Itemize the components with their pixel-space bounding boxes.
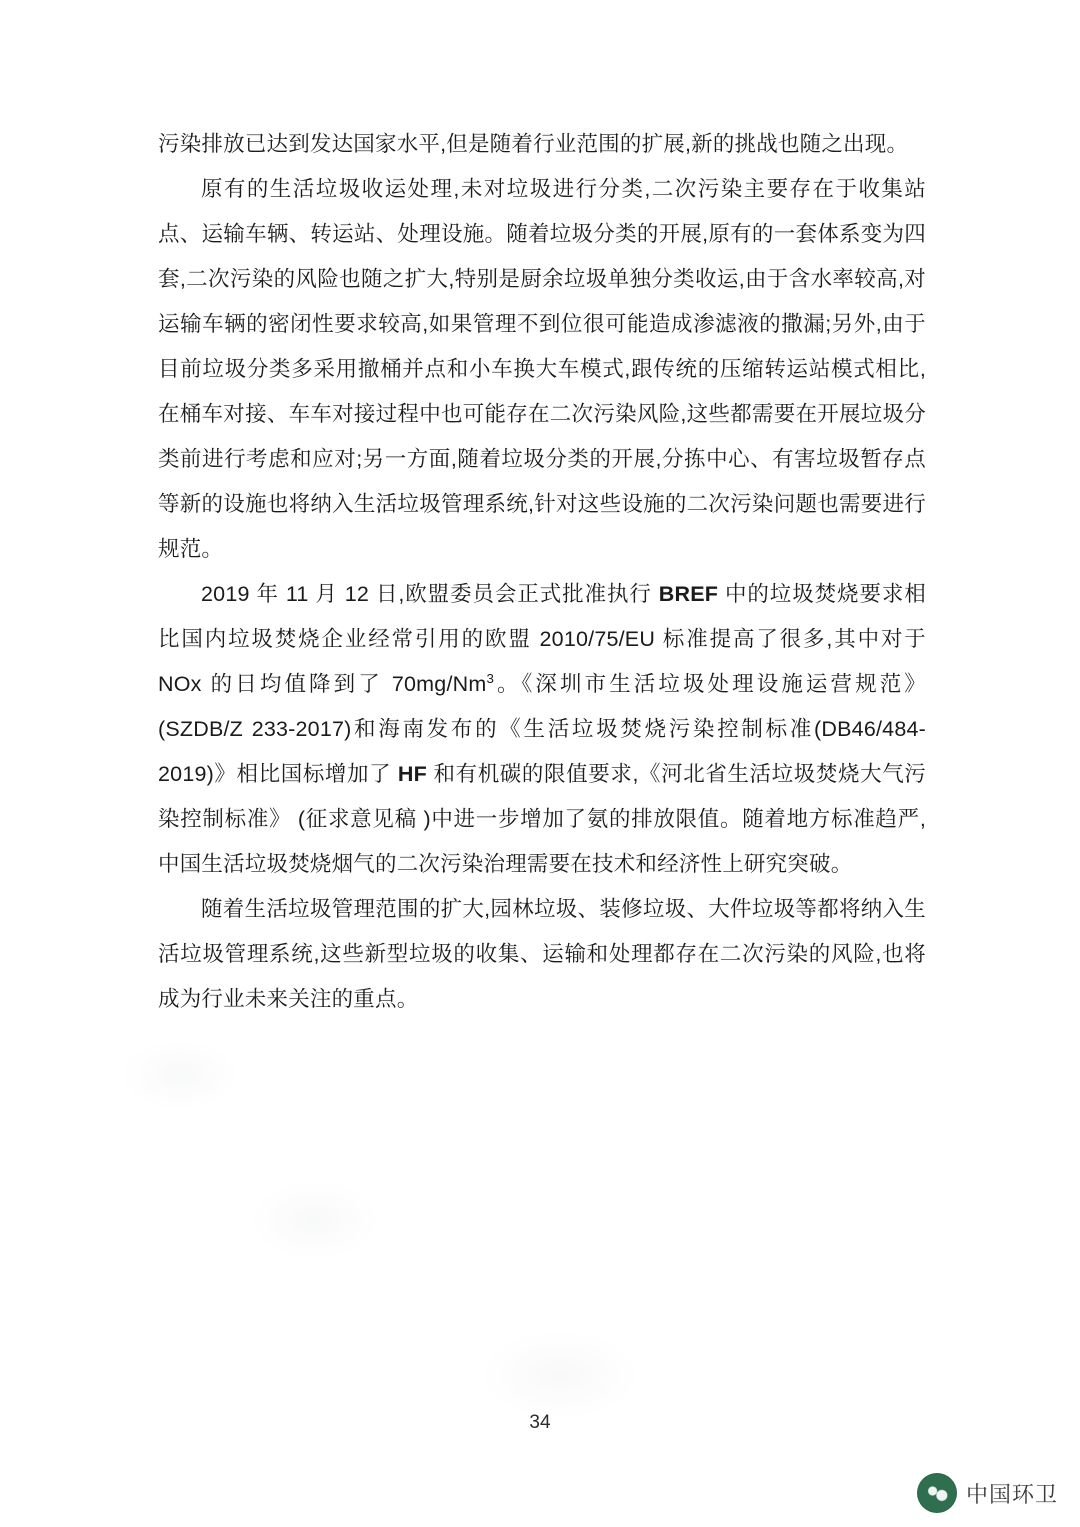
paragraph-1: 污染排放已达到发达国家水平,但是随着行业范围的扩展,新的挑战也随之出现。 xyxy=(158,132,909,156)
scan-artifact xyxy=(480,1330,640,1420)
paragraph-2: 原有的生活垃圾收运处理,未对垃圾进行分类,二次污染主要存在于收集站点、运输车辆、转运站、处理设施。随着垃圾分类的开展,原有的一套体系变为四套,二次污染的风险也随之扩大,特别是厨余垃圾单独分类收运,由于含水率较高,对运输车辆的密闭性要求较高,如果管理不到位很可能造成渗滤液的撒漏;另外,由于目前垃圾分类多采用撤桶并点和小车换大车模式,跟传统的压缩转运站模式相比,在桶车对接、车车对接过程中也可能存在二次污染风险,这些都需要在开展垃圾分类前进行考虑和应对;另一方面,随着垃圾分类的开展,分拣中心、有害垃圾暂存点等新的设施也将纳入生活垃圾管理系统,针对这些设施的二次污染问题也需要进行规范。 xyxy=(158,177,926,561)
para3-seg-bref: BREF xyxy=(658,582,719,606)
para3-seg-3: 中的垃圾焚烧要求相比国内垃圾焚烧企业经常引用的欧盟 2010/75/EU 标准提高了很多,其中对于 NOx 的日均值降到了 70mg/Nm xyxy=(158,582,926,696)
scan-artifact xyxy=(250,1180,380,1260)
para3-seg-hf: HF xyxy=(397,762,427,786)
scan-artifact xyxy=(120,1040,240,1110)
page-number: 34 xyxy=(529,1412,551,1433)
page-body xyxy=(158,122,926,1022)
para3-seg-5: 。《深圳市生活垃圾处理设施运营规范》(SZDB/Z 233-2017)和海南发布的《生活垃圾焚烧污染控制标准(DB46/484-2019)》相比国标增加了 xyxy=(158,672,926,786)
paragraph-4: 随着生活垃圾管理范围的扩大,园林垃圾、装修垃圾、大件垃圾等都将纳入生活垃圾管理系统,这些新型垃圾的收集、运输和处理都存在二次污染的风险,也将成为行业未来关注的重点。 xyxy=(158,897,926,1011)
para3-seg-1: 2019 年 11 月 12 日,欧盟委员会正式批准执行 xyxy=(201,582,659,606)
para3-seg-7: 和有机碳的限值要求,《河北省生活垃圾焚烧大气污染控制标准》 (征求意见稿 )中进一步增加了氨的排放限值。随着地方标准趋严,中国生活垃圾焚烧烟气的二次污染治理需要在技术和经济性上研究突破。 xyxy=(158,762,927,876)
leaf-circle-icon xyxy=(917,1473,957,1513)
paragraph-3 xyxy=(158,572,926,887)
watermark xyxy=(917,1473,1058,1513)
para3-seg-superscript: 3 xyxy=(486,670,495,686)
watermark-label: 中国环卫 xyxy=(965,1481,1058,1507)
